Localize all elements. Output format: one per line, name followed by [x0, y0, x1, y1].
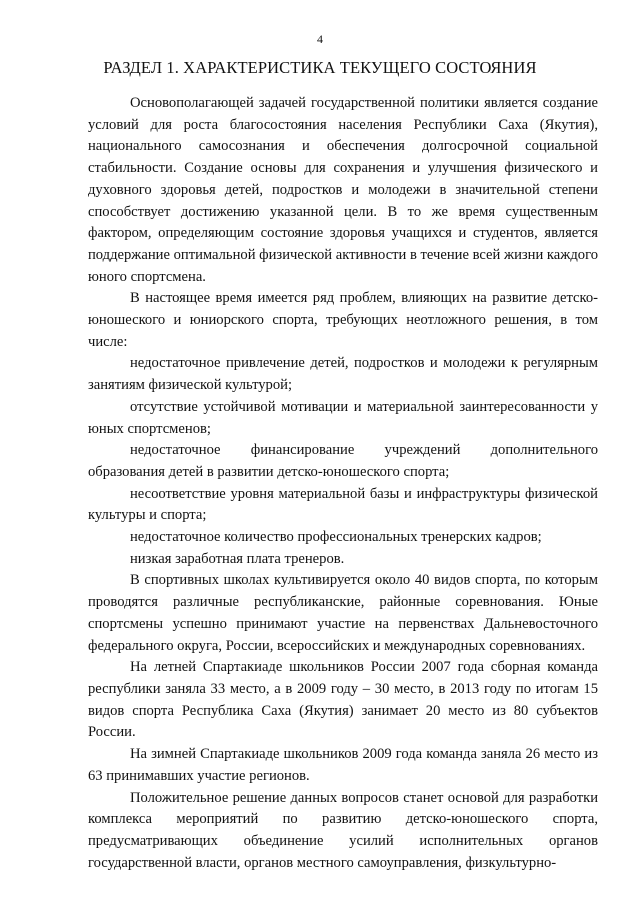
document-body [88, 93, 598, 874]
paragraph-sports-schools: В спортивных школах культивируется около 40 видов спорта, по которым проводятся различные республиканские, районные соревнования. Юные спортсмены успешно принимают участие на первенствах Дальневосточного федерального округа, России, всероссийских и международных соревнованиях. [88, 572, 598, 654]
paragraph-summer-spartakiad: На летней Спартакиаде школьников России 2007 года сборная команда республики заняла 33 место, а в 2009 году – 30 место, в 2013 году по итогам 15 видов спорта Республика Саха (Якутия) занимает 20 место из 80 субъектов России. [88, 659, 598, 741]
problem-item: несоответствие уровня материальной базы и инфраструктуры физической культуры и спорта; [88, 485, 598, 524]
section-title: РАЗДЕЛ 1. ХАРАКТЕРИСТИКА ТЕКУЩЕГО СОСТОЯНИЯ [103, 58, 537, 77]
page-number: 4 [317, 32, 323, 46]
problem-item: недостаточное финансирование учреждений дополнительного образования детей в развитии детско-юношеского спорта; [88, 442, 598, 480]
problem-item: недостаточное количество профессиональных тренерских кадров; [130, 529, 542, 546]
paragraph-winter-spartakiad: На зимней Спартакиаде школьников 2009 года команда заняла 26 место из 63 принимавших участие регионов. [88, 746, 598, 784]
paragraph-conclusion: Положительное решение данных вопросов станет основой для разработки комплекса мероприятий по развитию детско-юношеского спорта, предусматривающих объединение усилий исполнительных органов государственной власти, органов местного самоуправления, физкультурно- [88, 789, 598, 871]
paragraph-problems-lead: В настоящее время имеется ряд проблем, влияющих на развитие детско-юношеского и юниорского спорта, требующих неотложного решения, в том числе: [88, 290, 598, 350]
problem-item: низкая заработная плата тренеров. [130, 550, 345, 567]
paragraph-intro: Основополагающей задачей государственной политики является создание условий для роста благосостояния населения Республики Саха (Якутия), национального самосознания и обеспечения долгосрочной социальной стабильности. Создание основы для сохранения и улучшения физического и духовного здоровья детей, подростков и молодежи в значительной степени способствует достижению указанной цели. В то же время существенным фактором, определяющим состояние здоровья учащихся и студентов, является поддержание оптимальной физической активности в течение всей жизни каждого юного спортсмена. [88, 95, 598, 285]
problem-item: отсутствие устойчивой мотивации и материальной заинтересованности у юных спортсменов; [88, 398, 598, 437]
problem-item: недостаточное привлечение детей, подростков и молодежи к регулярным занятиям физической культурой; [88, 355, 598, 394]
